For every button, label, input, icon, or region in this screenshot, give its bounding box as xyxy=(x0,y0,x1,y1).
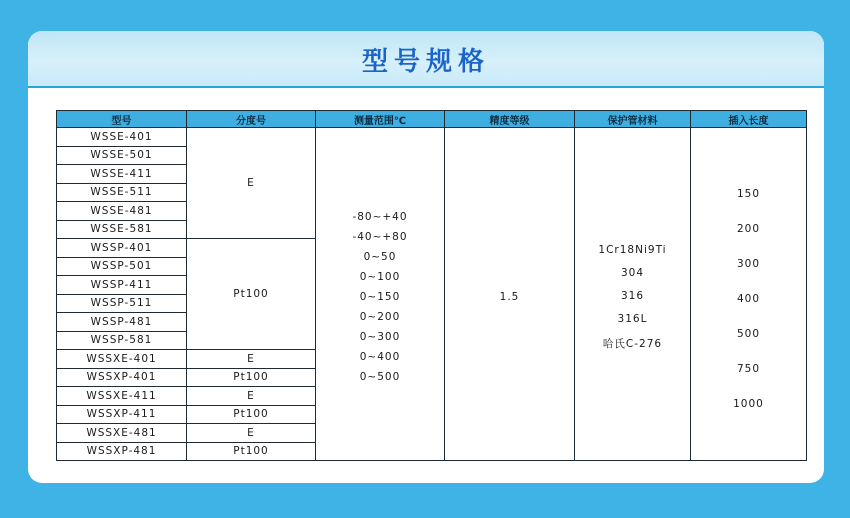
range-value: 0~100 xyxy=(359,271,401,283)
header-graduation: 分度号 xyxy=(187,111,316,128)
table-row xyxy=(57,128,807,147)
model-cell: WSSE-401 xyxy=(57,128,187,147)
accuracy-cell xyxy=(445,128,575,461)
material-value: 1Cr18Ni9Ti xyxy=(598,243,667,256)
model-cell: WSSXP-411 xyxy=(57,405,187,424)
model-cell: WSSP-581 xyxy=(57,331,187,350)
length-value: 750 xyxy=(736,363,761,375)
header-material: 保护管材料 xyxy=(575,111,691,128)
model-cell: WSSP-511 xyxy=(57,294,187,313)
model-cell: WSSE-481 xyxy=(57,202,187,221)
length-value: 400 xyxy=(736,293,761,305)
length-cell xyxy=(691,128,807,461)
model-cell: WSSXE-411 xyxy=(57,387,187,406)
header-length: 插入长度 xyxy=(691,111,807,128)
accuracy-value: 1.5 xyxy=(499,291,520,303)
length-value: 1000 xyxy=(733,398,764,410)
title-bar xyxy=(28,31,824,88)
table-header-row xyxy=(57,111,807,128)
model-cell: WSSP-401 xyxy=(57,239,187,258)
range-value: 0~300 xyxy=(359,331,401,343)
model-cell: WSSP-411 xyxy=(57,276,187,295)
range-value: 0~50 xyxy=(363,251,397,263)
model-cell: WSSP-501 xyxy=(57,257,187,276)
graduation-cell: E xyxy=(187,387,316,406)
length-value: 300 xyxy=(736,258,761,270)
model-cell: WSSXP-401 xyxy=(57,368,187,387)
model-cell: WSSXE-481 xyxy=(57,424,187,443)
range-value: 0~400 xyxy=(359,351,401,363)
range-value: 0~500 xyxy=(359,371,401,383)
graduation-cell: Pt100 xyxy=(187,368,316,387)
material-value: 316L xyxy=(617,312,648,325)
graduation-cell: E xyxy=(187,350,316,369)
header-accuracy: 精度等级 xyxy=(445,111,575,128)
material-cell xyxy=(575,128,691,461)
spec-table xyxy=(56,110,807,461)
material-value: 哈氏C-276 xyxy=(602,337,663,350)
length-value: 150 xyxy=(736,188,761,200)
range-value: -40~+80 xyxy=(352,231,408,243)
graduation-cell: Pt100 xyxy=(187,442,316,461)
material-value: 316 xyxy=(620,289,645,302)
header-model: 型号 xyxy=(57,111,187,128)
spec-card xyxy=(28,31,824,483)
model-cell: WSSXP-481 xyxy=(57,442,187,461)
model-cell: WSSE-581 xyxy=(57,220,187,239)
header-range: 测量范围℃ xyxy=(316,111,445,128)
graduation-cell-e: E xyxy=(187,128,316,239)
model-cell: WSSE-411 xyxy=(57,165,187,184)
range-cell xyxy=(316,128,445,461)
range-value: -80~+40 xyxy=(352,211,408,223)
graduation-cell-pt100: Pt100 xyxy=(187,239,316,350)
page-title: 型号规格 xyxy=(361,47,490,77)
range-value: 0~200 xyxy=(359,311,401,323)
model-cell: WSSXE-401 xyxy=(57,350,187,369)
graduation-cell: Pt100 xyxy=(187,405,316,424)
model-cell: WSSP-481 xyxy=(57,313,187,332)
model-cell: WSSE-511 xyxy=(57,183,187,202)
length-value: 200 xyxy=(736,223,761,235)
material-value: 304 xyxy=(620,266,645,279)
length-value: 500 xyxy=(736,328,761,340)
graduation-cell: E xyxy=(187,424,316,443)
model-cell: WSSE-501 xyxy=(57,146,187,165)
range-value: 0~150 xyxy=(359,291,401,303)
